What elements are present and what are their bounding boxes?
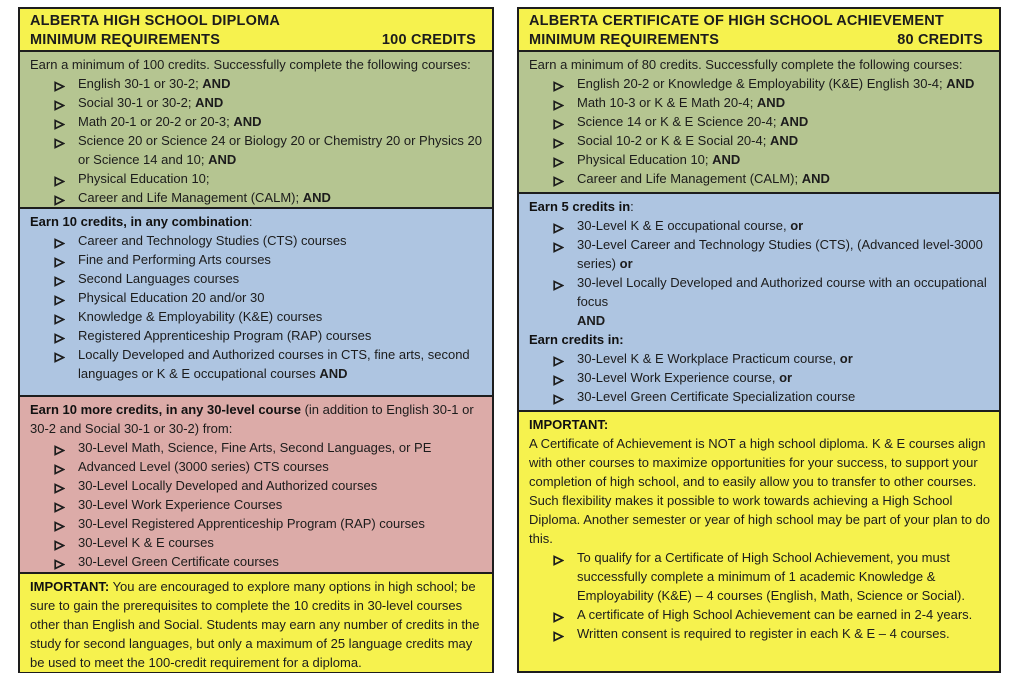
- requirement-item: Knowledge & Employability (K&E) courses: [30, 307, 484, 326]
- requirement-item: Career and Life Management (CALM); AND: [529, 169, 991, 188]
- arrow-bullet-icon: [553, 372, 564, 383]
- arrow-bullet-icon: [553, 277, 564, 288]
- requirement-item: Math 20-1 or 20-2 or 20-3; AND: [30, 112, 484, 131]
- requirement-item: Math 10-3 or K & E Math 20-4; AND: [529, 93, 991, 112]
- requirement-item: Career and Technology Studies (CTS) courses: [30, 231, 484, 250]
- arrow-bullet-icon: [553, 391, 564, 402]
- requirement-item: 30-Level K & E courses: [30, 533, 484, 552]
- section-five-credits-and-work-credits: [519, 192, 999, 410]
- requirement-item: 30-Level K & E occupational course, or: [529, 216, 991, 235]
- panel-header: [519, 9, 999, 50]
- section-important-note: [519, 410, 999, 671]
- panel-sections: [20, 50, 492, 672]
- arrow-bullet-icon: [553, 239, 564, 250]
- section-text: Earn 10 credits, in any combination:: [30, 214, 253, 229]
- arrow-bullet-icon: [54, 192, 65, 203]
- requirement-list: [30, 438, 484, 571]
- arrow-bullet-icon: [54, 235, 65, 246]
- section-text: Earn credits in:: [529, 332, 624, 347]
- requirement-item: 30-Level Career and Technology Studies (CTS), (Advanced level-3000 series) or: [529, 235, 991, 273]
- arrow-bullet-icon: [553, 628, 564, 639]
- panel-subtitle: MINIMUM REQUIREMENTS: [30, 31, 221, 48]
- arrow-bullet-icon: [553, 154, 564, 165]
- requirement-item: Second Languages courses: [30, 269, 484, 288]
- requirement-item: To qualify for a Certificate of High School Achievement, you must successfully complete a minimum of 1 academic Knowledge & Employability (K&E) – 4 courses (English, Math, Science or Social).: [529, 548, 991, 605]
- panel-subtitle-row: [30, 31, 476, 50]
- requirement-item: 30-level Locally Developed and Authorized course with an occupational focus AND: [529, 273, 991, 330]
- requirement-item: 30-Level Registered Apprenticeship Program (RAP) courses: [30, 514, 484, 533]
- requirement-item: 30-Level Math, Science, Fine Arts, Second Languages, or PE: [30, 438, 484, 457]
- panel-sections: [519, 50, 999, 671]
- arrow-bullet-icon: [54, 273, 65, 284]
- requirement-item: Social 30-1 or 30-2; AND: [30, 93, 484, 112]
- requirement-list: [529, 216, 991, 330]
- requirement-item: 30-Level Green Certificate courses: [30, 552, 484, 571]
- arrow-bullet-icon: [553, 97, 564, 108]
- requirement-item: 30-Level K & E Workplace Practicum course, or: [529, 349, 991, 368]
- section-important-note: [20, 572, 492, 672]
- requirement-item: Physical Education 10; AND: [529, 150, 991, 169]
- requirement-item: Physical Education 20 and/or 30: [30, 288, 484, 307]
- arrow-bullet-icon: [54, 518, 65, 529]
- requirement-list: [30, 231, 484, 383]
- requirement-item: Career and Life Management (CALM); AND: [30, 188, 484, 207]
- arrow-bullet-icon: [54, 442, 65, 453]
- diploma-panel: [18, 7, 494, 673]
- arrow-bullet-icon: [54, 349, 65, 360]
- requirement-item: Science 20 or Science 24 or Biology 20 or Chemistry 20 or Physics 20 or Science 14 and 10; AND: [30, 131, 484, 169]
- arrow-bullet-icon: [553, 78, 564, 89]
- requirement-item: 30-Level Locally Developed and Authorized courses: [30, 476, 484, 495]
- panel-title: ALBERTA HIGH SCHOOL DIPLOMA: [30, 12, 281, 29]
- arrow-bullet-icon: [553, 552, 564, 563]
- section-text: Earn 10 more credits, in any 30-level course (in addition to English 30-1 or 30-2 and Social 30-1 or 30-2) from:: [30, 402, 474, 436]
- section-ten-credits-any-combination: [20, 207, 492, 395]
- requirement-list: [529, 349, 991, 406]
- arrow-bullet-icon: [54, 116, 65, 127]
- requirement-item: Fine and Performing Arts courses: [30, 250, 484, 269]
- arrow-bullet-icon: [553, 173, 564, 184]
- requirement-item: Social 10-2 or K & E Social 20-4; AND: [529, 131, 991, 150]
- arrow-bullet-icon: [54, 499, 65, 510]
- requirement-item: 30-Level Green Certificate Specialization course: [529, 387, 991, 406]
- section-core-courses: [519, 50, 999, 192]
- section-text: A Certificate of Achievement is NOT a high school diploma. K & E courses align with other courses to maximize opportunities for your success, to support your completion of high school, and to easily allow you to transfer to other courses. Such flexibility makes it possible to work towards achieving a High School Diploma. Another semester or year of high school may be part of your plan to do this.: [529, 436, 991, 546]
- panel-subtitle-row: [529, 31, 983, 50]
- requirement-item: Physical Education 10;: [30, 169, 484, 188]
- requirement-item: Written consent is required to register in each K & E – 4 courses.: [529, 624, 991, 643]
- arrow-bullet-icon: [54, 311, 65, 322]
- section-text: IMPORTANT: You are encouraged to explore many options in high school; be sure to gain the prerequisites to complete the 10 credits in 30-level courses other than English and Social. Students may earn any number of credits in the study for second languages, but only a maximum of 25 language credits may be used to meet the 100-credit requirement for a diploma.: [30, 579, 480, 670]
- requirement-list: [529, 74, 991, 188]
- arrow-bullet-icon: [54, 556, 65, 567]
- requirement-item: English 30-1 or 30-2; AND: [30, 74, 484, 93]
- panel-header: [20, 9, 492, 50]
- arrow-bullet-icon: [553, 353, 564, 364]
- arrow-bullet-icon: [54, 78, 65, 89]
- arrow-bullet-icon: [54, 254, 65, 265]
- arrow-bullet-icon: [54, 292, 65, 303]
- arrow-bullet-icon: [553, 220, 564, 231]
- arrow-bullet-icon: [54, 97, 65, 108]
- requirement-item: Science 14 or K & E Science 20-4; AND: [529, 112, 991, 131]
- section-text: IMPORTANT:: [529, 417, 609, 432]
- section-core-courses: [20, 50, 492, 207]
- section-text: Earn a minimum of 100 credits. Successfully complete the following courses:: [30, 57, 471, 72]
- arrow-bullet-icon: [553, 135, 564, 146]
- requirement-item: 30-Level Work Experience Courses: [30, 495, 484, 514]
- panel-subtitle: MINIMUM REQUIREMENTS: [529, 31, 720, 48]
- requirement-item: Registered Apprenticeship Program (RAP) courses: [30, 326, 484, 345]
- certificate-panel: [517, 7, 1001, 673]
- arrow-bullet-icon: [54, 173, 65, 184]
- arrow-bullet-icon: [54, 461, 65, 472]
- arrow-bullet-icon: [54, 330, 65, 341]
- section-text: Earn 5 credits in:: [529, 199, 634, 214]
- arrow-bullet-icon: [553, 609, 564, 620]
- requirement-item: A certificate of High School Achievement can be earned in 2-4 years.: [529, 605, 991, 624]
- arrow-bullet-icon: [54, 537, 65, 548]
- requirement-list: [30, 74, 484, 207]
- arrow-bullet-icon: [54, 480, 65, 491]
- arrow-bullet-icon: [553, 116, 564, 127]
- requirement-item: 30-Level Work Experience course, or: [529, 368, 991, 387]
- credits-badge: 100 CREDITS: [381, 31, 476, 48]
- requirement-item: English 20-2 or Knowledge & Employability (K&E) English 30-4; AND: [529, 74, 991, 93]
- requirement-item: Advanced Level (3000 series) CTS courses: [30, 457, 484, 476]
- arrow-bullet-icon: [54, 135, 65, 146]
- section-text: Earn a minimum of 80 credits. Successfully complete the following courses:: [529, 57, 963, 72]
- requirement-list: [529, 548, 991, 643]
- requirement-item: Locally Developed and Authorized courses in CTS, fine arts, second languages or K & E occupational courses AND: [30, 345, 484, 383]
- section-ten-more-credits-30-level: [20, 395, 492, 572]
- credits-badge: 80 CREDITS: [897, 31, 983, 48]
- panel-title: ALBERTA CERTIFICATE OF HIGH SCHOOL ACHIEVEMENT: [529, 12, 944, 29]
